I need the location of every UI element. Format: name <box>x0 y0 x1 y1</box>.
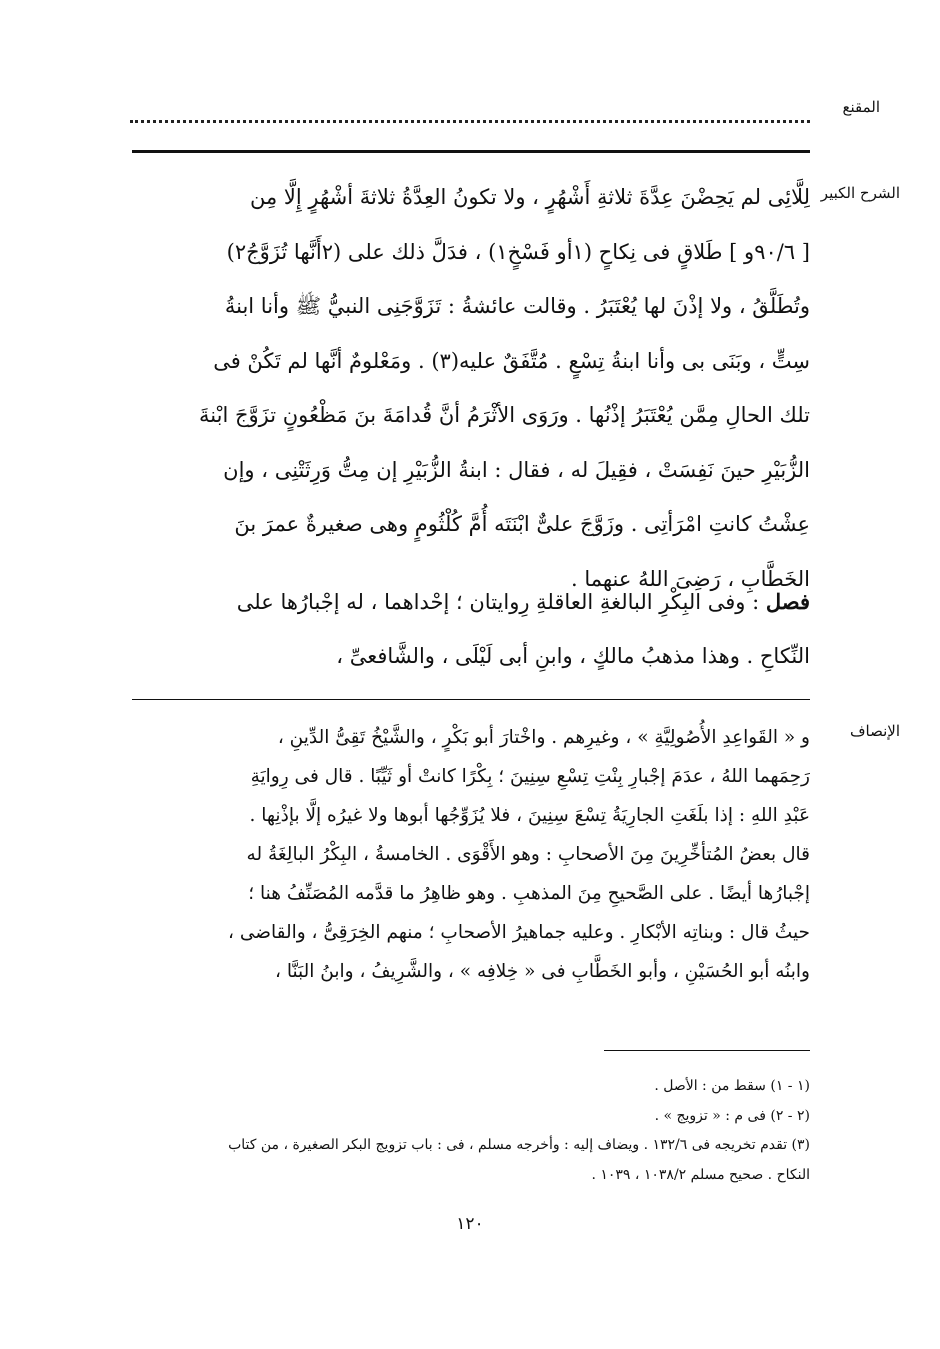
text-line: الزُّبَيْرِ حينَ نَفِسَتْ ، فقِيلَ له ، فقال : ابنةُ الزُّبَيْرِ إن مِتُّ وَرِثَتْنِى ، وإن <box>223 457 810 482</box>
text-line: وابنُه أبو الحُسَيْنِ ، وأبو الخَطَّابِ فى « خِلافِه » ، والشَّرِيفُ ، وابنُ البَنَّا ، <box>274 961 810 982</box>
fasl-text: : وفى البِكْرِ البالغةِ العاقلةِ رِوايتان ؛ إحْداهما ، له إجْبارُها على <box>236 590 766 614</box>
fasl-heading: فصل <box>765 589 810 614</box>
text-line: سِتٍّ ، وبَنَى بى وأنا ابنةُ تِسْعٍ . مُتَّفَقٌ عليه(٣) . ومَعْلومٌ أنَّها لم تَكُنْ فى <box>213 348 810 373</box>
text-line: قال بعضُ المُتأخِّرِينَ مِنَ الأصحابِ : وهو الأَقْوَى . الخامسةُ ، البِكْرُ البالِغَةُ له <box>246 844 810 865</box>
header-rule <box>132 150 810 153</box>
footnote-2: (٢ - ٢) فى م : « تزويج » . <box>654 1107 810 1124</box>
section-divider <box>132 699 810 700</box>
text-line: الخَطَّابِ ، رَضِىَ اللهُ عنهما . <box>570 566 810 591</box>
sidebar-label-sharh: الشرح الكبير <box>820 184 900 202</box>
text-line: تلك الحالِ مِمَّن يُعْتَبَرُ إذْنُها . ورَوَى الأثْرَمُ أنَّ قُدامَةَ بنَ مَظْعُونٍ تزَوَّجَ ابْنةَ <box>199 403 810 427</box>
text-line: حيثُ قال : وبناتِه الأبْكارِ . وعليه جماهيرُ الأصحابِ ؛ منهم الخِرَقِىُّ ، والقاضى ، <box>227 922 810 943</box>
fasl-section <box>132 575 810 683</box>
footnote-3: (٣) تقدم تخريجه فى ١٣٢/٦ . ويضاف إليه : وأخرجه مسلم ، فى : باب تزويج البكر الصغيرة ، من كتاب <box>228 1137 810 1153</box>
text-line: [ ٩٠/٦و ] طَلاقٍ فى نِكاحٍ (١أو فَسْخٍ١) ، فدَلَّ ذلك على (٢أَنَّها تُزَوَّجُ٢) <box>226 239 810 264</box>
commentary-block <box>132 170 810 606</box>
text-line: لِلَّائِى لم يَحِضْنَ عِدَّةَ ثلاثةِ أَشْهُرٍ ، ولا تكونُ العِدَّةُ ثلاثةَ أشْهُرٍ إِلَّا مِن <box>250 185 810 209</box>
text-line: و « القَواعِدِ الأُصُولِيَّةِ » ، وغيرِهم . واخْتارَ أبو بَكْرٍ ، والشَّيْخُ تَقِىُّ الدِّينِ ، <box>277 727 810 748</box>
footnote-divider <box>604 1050 810 1051</box>
text-line: وتُطَلَّقُ ، ولا إذْنَ لها يُعْتَبَرُ . وقالت عائشةُ : تَزَوَّجَنِى النبيُّ ﷺ وأنا ابنةُ <box>224 294 810 318</box>
text-line: النِّكاحِ . وهذا مذهبُ مالكٍ ، وابنِ أبى لَيْلَى ، والشَّافعىِّ ، <box>336 644 810 668</box>
footnotes <box>132 1072 810 1190</box>
insaf-block <box>132 718 810 991</box>
footnote-1: (١ - ١) سقط من : الأصل . <box>654 1078 810 1094</box>
dotted-divider <box>130 120 810 123</box>
text-line: عَبْدِ اللهِ : إذا بلَغَتِ الجارِيَةُ تِسْعَ سِنِينَ ، فلا يُزَوِّجُها أبوها ولا غيرُه إلَّا بإذْنِها . <box>249 805 810 826</box>
footnote-3-continued: النكاح . صحيح مسلم ١٠٣٨/٢ ، ١٠٣٩ . <box>591 1166 810 1183</box>
fasl-line <box>132 575 810 629</box>
text-line: رَحِمَهما اللهُ ، عدَمَ إجْبارِ بِنْتِ تِسْعِ سِنِينَ ؛ بِكْرًا كانتْ أو ثَيِّبًا . قال فى رِوايَةِ <box>250 766 810 787</box>
text-line: عِشْتُ كانتِ امْرَأتِى . وزَوَّجَ علىٌّ ابْنَتَه أُمَّ كُلْثُومٍ وهى صغيرةٌ عمرَ بنَ <box>234 512 810 536</box>
sidebar-label-insaf: الإنصاف <box>849 722 900 740</box>
page-number: ١٢٠ <box>456 1214 484 1234</box>
running-header-title: المقنع <box>842 98 880 116</box>
text-line: إجْبارُها أيضًا . على الصَّحيحِ مِنَ المذهبِ . وهو ظاهِرُ ما قدَّمه المُصَنِّفُ هنا ؛ <box>248 883 810 904</box>
